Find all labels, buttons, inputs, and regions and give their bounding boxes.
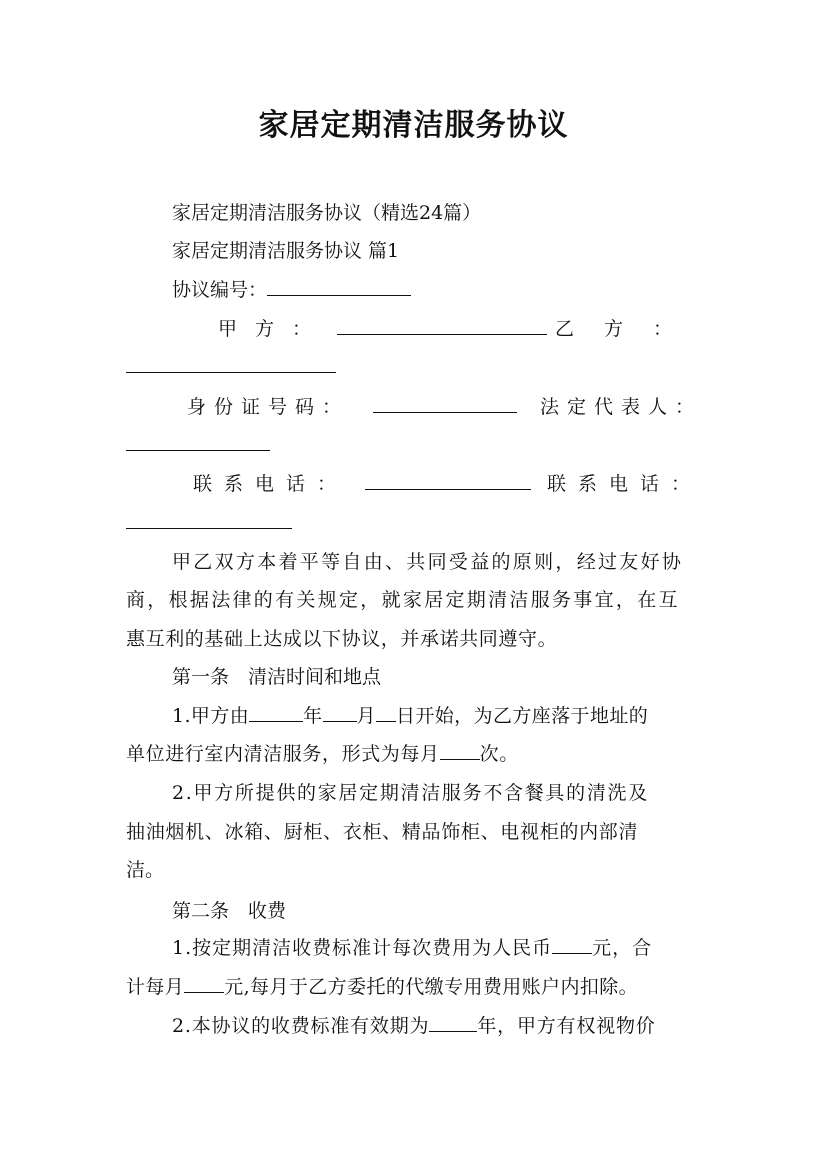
party-row [218, 316, 702, 342]
fee-per-visit-blank [552, 935, 592, 954]
agreement-number-label: 协议编号： [172, 279, 268, 301]
article-1-clause-2-line-3: 洁。 [126, 859, 165, 881]
id-row [187, 394, 702, 420]
article-2-clause-1-line-1 [172, 935, 702, 961]
clause-text: 1.按定期清洁收费标准计每次费用为人民币 [172, 937, 553, 959]
clause-text: 元，合 [592, 937, 653, 959]
id-number-blank [373, 394, 517, 413]
article-2-heading: 第二条 收费 [172, 900, 287, 922]
validity-years-blank [429, 1013, 477, 1032]
party-b-blank-row [126, 354, 701, 380]
day-blank [376, 703, 396, 722]
article-2-clause-2-line-1 [172, 1013, 702, 1039]
intro-line-2: 商，根据法律的有关规定，就家居定期清洁服务事宜，在互 [126, 589, 680, 611]
year-blank [249, 703, 303, 722]
intro-line-3: 惠互利的基础上达成以下协议，并承诺共同遵守。 [126, 628, 558, 650]
phone-label-b: 联系电话： [546, 473, 702, 495]
document-title: 家居定期清洁服务协议 [258, 108, 569, 143]
clause-text: 日开始，为乙方座落于地址的 [395, 705, 649, 727]
legal-representative-label: 法定代表人： [539, 396, 702, 418]
legal-representative-blank [126, 432, 270, 451]
part-heading: 家居定期清洁服务协议 篇1 [172, 240, 400, 262]
intro-line-1: 甲乙双方本着平等自由、共同受益的原则，经过友好协 [172, 551, 684, 573]
phone-b-blank-row [126, 510, 701, 536]
party-b-label: 乙方： [554, 318, 702, 340]
article-1-heading: 第一条 清洁时间和地点 [172, 666, 382, 688]
clause-text: 年，甲方有权视物价 [477, 1015, 656, 1037]
article-1-clause-1-line-2 [126, 741, 701, 767]
clause-text: 次。 [479, 743, 519, 765]
agreement-number-blank [267, 277, 411, 296]
phone-b-blank [126, 510, 292, 529]
agreement-number-row [172, 277, 702, 303]
clause-text: 月 [356, 705, 376, 727]
party-b-blank [126, 354, 336, 373]
clause-text: 单位进行室内清洁服务，形式为每月 [126, 743, 440, 765]
monthly-fee-blank [184, 974, 224, 993]
legal-rep-blank-row [126, 432, 701, 458]
phone-a-blank [365, 471, 531, 490]
times-blank [440, 741, 480, 760]
phone-row [193, 471, 702, 497]
article-1-clause-2-line-2: 抽油烟机、冰箱、厨柜、衣柜、精品饰柜、电视柜的内部清 [126, 821, 639, 843]
article-2-clause-1-line-2 [126, 974, 701, 1000]
id-number-label: 身份证号码： [187, 396, 350, 418]
article-1-clause-2-line-1: 2.甲方所提供的家居定期清洁服务不含餐具的清洗及 [172, 782, 649, 804]
clause-text: 年 [303, 705, 323, 727]
clause-text: 2.本协议的收费标准有效期为 [172, 1015, 430, 1037]
party-a-blank [337, 316, 547, 335]
month-blank [323, 703, 357, 722]
subtitle: 家居定期清洁服务协议（精选24篇） [172, 202, 482, 224]
article-1-clause-1-line-1 [172, 703, 702, 729]
clause-text: 计每月 [126, 976, 185, 998]
phone-label-a: 联系电话： [193, 473, 349, 495]
clause-text: 1.甲方由 [172, 705, 250, 727]
clause-text: 元,每月于乙方委托的代缴专用费用账户内扣除。 [224, 976, 639, 998]
party-a-label: 甲方： [218, 318, 330, 340]
